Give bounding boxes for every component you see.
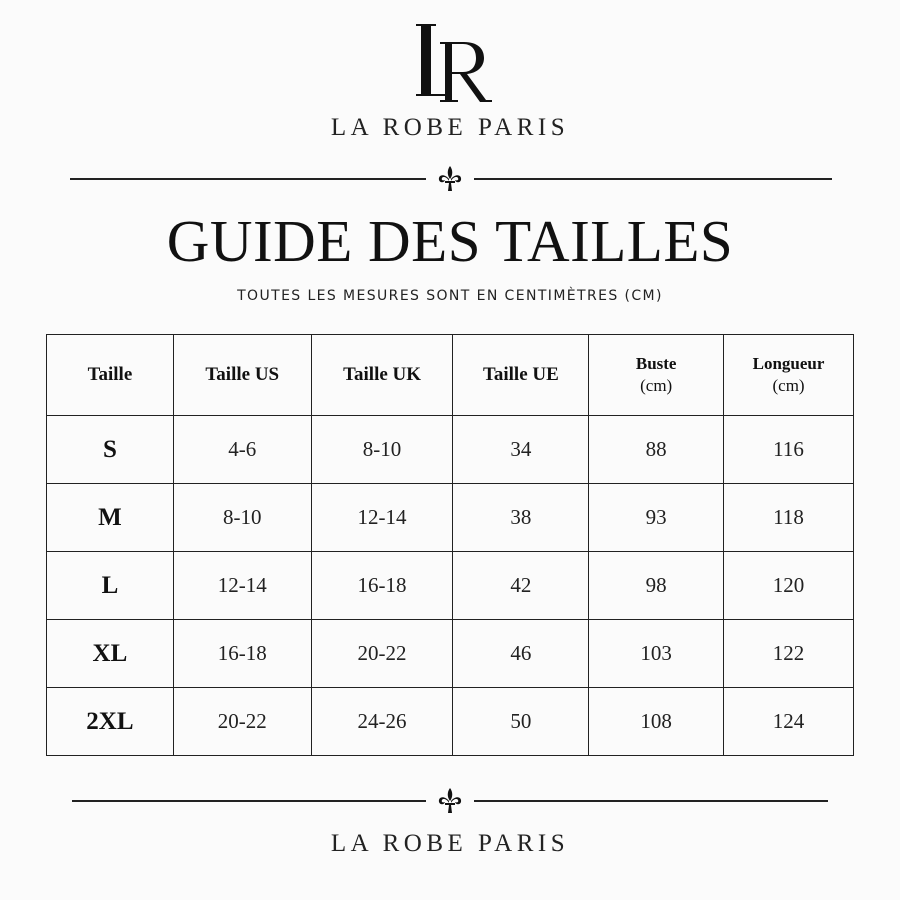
size-label-cell: M xyxy=(47,484,174,552)
table-row xyxy=(47,484,854,552)
size-label-cell: 2XL xyxy=(47,688,174,756)
table-cell: 88 xyxy=(589,416,724,484)
table-row xyxy=(47,552,854,620)
table-cell: 108 xyxy=(589,688,724,756)
header-taille: Taille xyxy=(47,335,174,416)
lr-monogram-logo xyxy=(400,18,500,110)
table-cell: 116 xyxy=(724,416,854,484)
page-title: GUIDE DES TAILLES xyxy=(166,208,734,274)
table-row xyxy=(47,416,854,484)
table-cell: 8-10 xyxy=(173,484,311,552)
brand-name-top: LA ROBE PARIS xyxy=(330,114,570,141)
table-cell: 46 xyxy=(453,620,589,688)
ornamental-divider-top xyxy=(0,164,900,194)
divider-line xyxy=(70,178,426,180)
size-label-cell: XL xyxy=(47,620,174,688)
table-cell: 20-22 xyxy=(311,620,453,688)
brand-name-bottom: LA ROBE PARIS xyxy=(330,830,570,857)
header-taille-uk: Taille UK xyxy=(311,335,453,416)
brand-logo xyxy=(0,18,900,110)
table-cell: 8-10 xyxy=(311,416,453,484)
table-cell: 118 xyxy=(724,484,854,552)
table-cell: 124 xyxy=(724,688,854,756)
table-cell: 103 xyxy=(589,620,724,688)
table-cell: 12-14 xyxy=(311,484,453,552)
header-buste: Buste (cm) xyxy=(589,335,724,416)
table-cell: 38 xyxy=(453,484,589,552)
table-cell: 93 xyxy=(589,484,724,552)
table-cell: 122 xyxy=(724,620,854,688)
table-cell: 16-18 xyxy=(311,552,453,620)
fleur-de-lis-icon xyxy=(435,786,465,816)
table-row xyxy=(47,620,854,688)
page-subtitle: TOUTES LES MESURES SONT EN CENTIMÈTRES (CM) xyxy=(237,288,663,304)
divider-line xyxy=(474,178,832,180)
divider-line xyxy=(72,800,426,802)
table-cell: 98 xyxy=(589,552,724,620)
table-row xyxy=(47,688,854,756)
size-chart-table xyxy=(46,334,854,756)
header-taille-us: Taille US xyxy=(173,335,311,416)
size-label-cell: L xyxy=(47,552,174,620)
table-cell: 20-22 xyxy=(173,688,311,756)
table-cell: 50 xyxy=(453,688,589,756)
table-cell: 4-6 xyxy=(173,416,311,484)
size-label-cell: S xyxy=(47,416,174,484)
table-cell: 42 xyxy=(453,552,589,620)
table-cell: 16-18 xyxy=(173,620,311,688)
table-cell: 24-26 xyxy=(311,688,453,756)
fleur-de-lis-icon xyxy=(435,164,465,194)
table-cell: 120 xyxy=(724,552,854,620)
divider-line xyxy=(474,800,828,802)
table-cell: 34 xyxy=(453,416,589,484)
table-header-row xyxy=(47,335,854,416)
header-longueur: Longueur (cm) xyxy=(724,335,854,416)
table-cell: 12-14 xyxy=(173,552,311,620)
header-taille-ue: Taille UE xyxy=(453,335,589,416)
ornamental-divider-bottom xyxy=(0,786,900,816)
